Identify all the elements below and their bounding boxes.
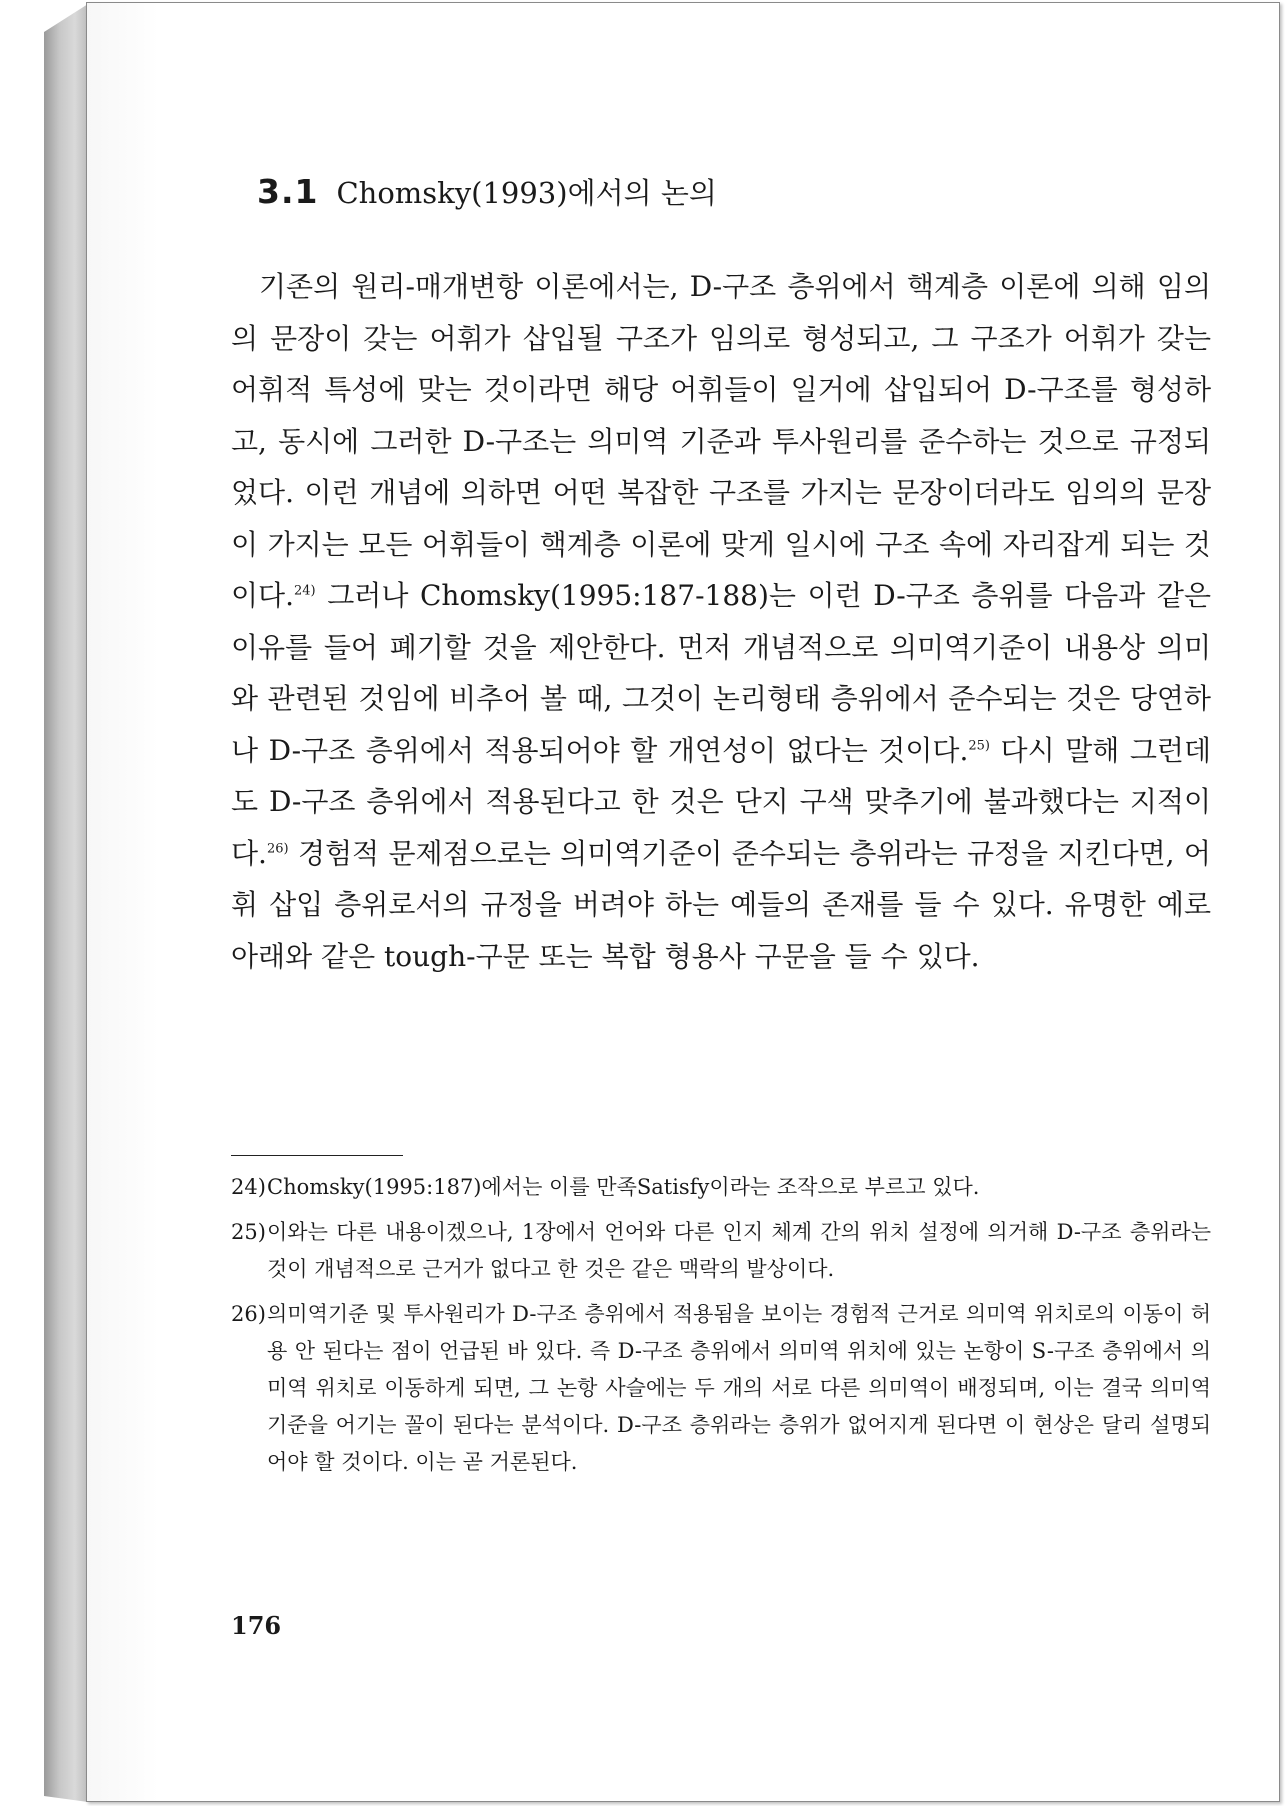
section-number: 3.1 [257, 172, 319, 211]
section-title: Chomsky(1993)에서의 논의 [336, 176, 717, 210]
footnote-text: Chomsky(1995:187)에서는 이를 만족Satisfy이라는 조작으로 부르고 있다. [267, 1175, 980, 1199]
footnote-ref-25: 25) [968, 738, 990, 754]
book-page [86, 2, 1280, 1802]
footnote-divider [231, 1155, 403, 1156]
body-text-part-3: 다시 말해 그런데도 D-구조 층위에서 적용된다고 한 것은 단지 구색 맞추기에 불과했다는 지적이다. [231, 733, 1211, 870]
body-text-part-2: 그러나 Chomsky(1995:187-188)는 이런 D-구조 층위를 다음과 같은 이유를 들어 폐기할 것을 제안한다. 먼저 개념적으로 의미역기준이 내용상 의미와 관련된 것임에 비추어 볼 때, 그것이 논리형태 층위에서 준수되는 것은 당연하나 D-구조 층위에서 적용되어야 할 개연성이 없다는 것이다. [231, 579, 1211, 767]
page-number: 176 [231, 1611, 282, 1640]
footnote-text: 이와는 다른 내용이겠으나, 1장에서 언어와 다른 인지 체계 간의 위치 설정에 의거해 D-구조 층위라는 것이 개념적으로 근거가 없다고 한 것은 같은 맥락의 발상이다. [267, 1220, 1211, 1281]
book-spine-edge [44, 4, 88, 1802]
body-paragraph [231, 261, 1211, 982]
footnote-text: 의미역기준 및 투사원리가 D-구조 층위에서 적용됨을 보이는 경험적 근거로 의미역 위치로의 이동이 허용 안 된다는 점이 언급된 바 있다. 즉 D-구조 층위에서 의미역 위치에 있는 논항이 S-구조 층위에서 의미역 위치로 이동하게 되면, 그 논항 사슬에는 두 개의 서로 다른 의미역이 배정되며, 이는 결국 의미역기준을 어기는 꼴이 된다는 분석이다. D-구조 층위라는 층위가 없어지게 된다면 이 현상은 달리 설명되어야 할 것이다. 이는 곧 거론된다. [267, 1302, 1211, 1474]
footnote-item [231, 1169, 1211, 1206]
footnote-list [231, 1169, 1211, 1489]
footnote-ref-26: 26) [266, 841, 289, 857]
footnote-ref-24: 24) [294, 583, 316, 599]
body-text-part-4: 경험적 문제점으로는 의미역기준이 준수되는 층위라는 규정을 지킨다면, 어휘 삽입 층위로서의 규정을 버려야 하는 예들의 존재를 들 수 있다. 유명한 예로 아래와 같은 tough-구문 또는 복합 형용사 구문을 들 수 있다. [231, 836, 1211, 973]
page-surface [87, 3, 1279, 1801]
footnote-number: 25) [231, 1220, 266, 1244]
footnote-number: 24) [231, 1175, 266, 1199]
body-text-part-1: 기존의 원리-매개변항 이론에서는, D-구조 층위에서 핵계층 이론에 의해 임의의 문장이 갖는 어휘가 삽입될 구조가 임의로 형성되고, 그 구조가 어휘가 갖는 어휘적 특성에 맞는 것이라면 해당 어휘들이 일거에 삽입되어 D-구조를 형성하고, 동시에 그러한 D-구조는 의미역 기준과 투사원리를 준수하는 것으로 규정되었다. 이런 개념에 의하면 어떤 복잡한 구조를 가지는 문장이더라도 임의의 문장이 가지는 모든 어휘들이 핵계층 이론에 맞게 일시에 구조 속에 자리잡게 되는 것이다. [231, 270, 1211, 612]
section-heading [257, 171, 717, 212]
footnote-number: 26) [231, 1302, 266, 1326]
footnote-item [231, 1296, 1211, 1481]
footnote-item [231, 1214, 1211, 1288]
